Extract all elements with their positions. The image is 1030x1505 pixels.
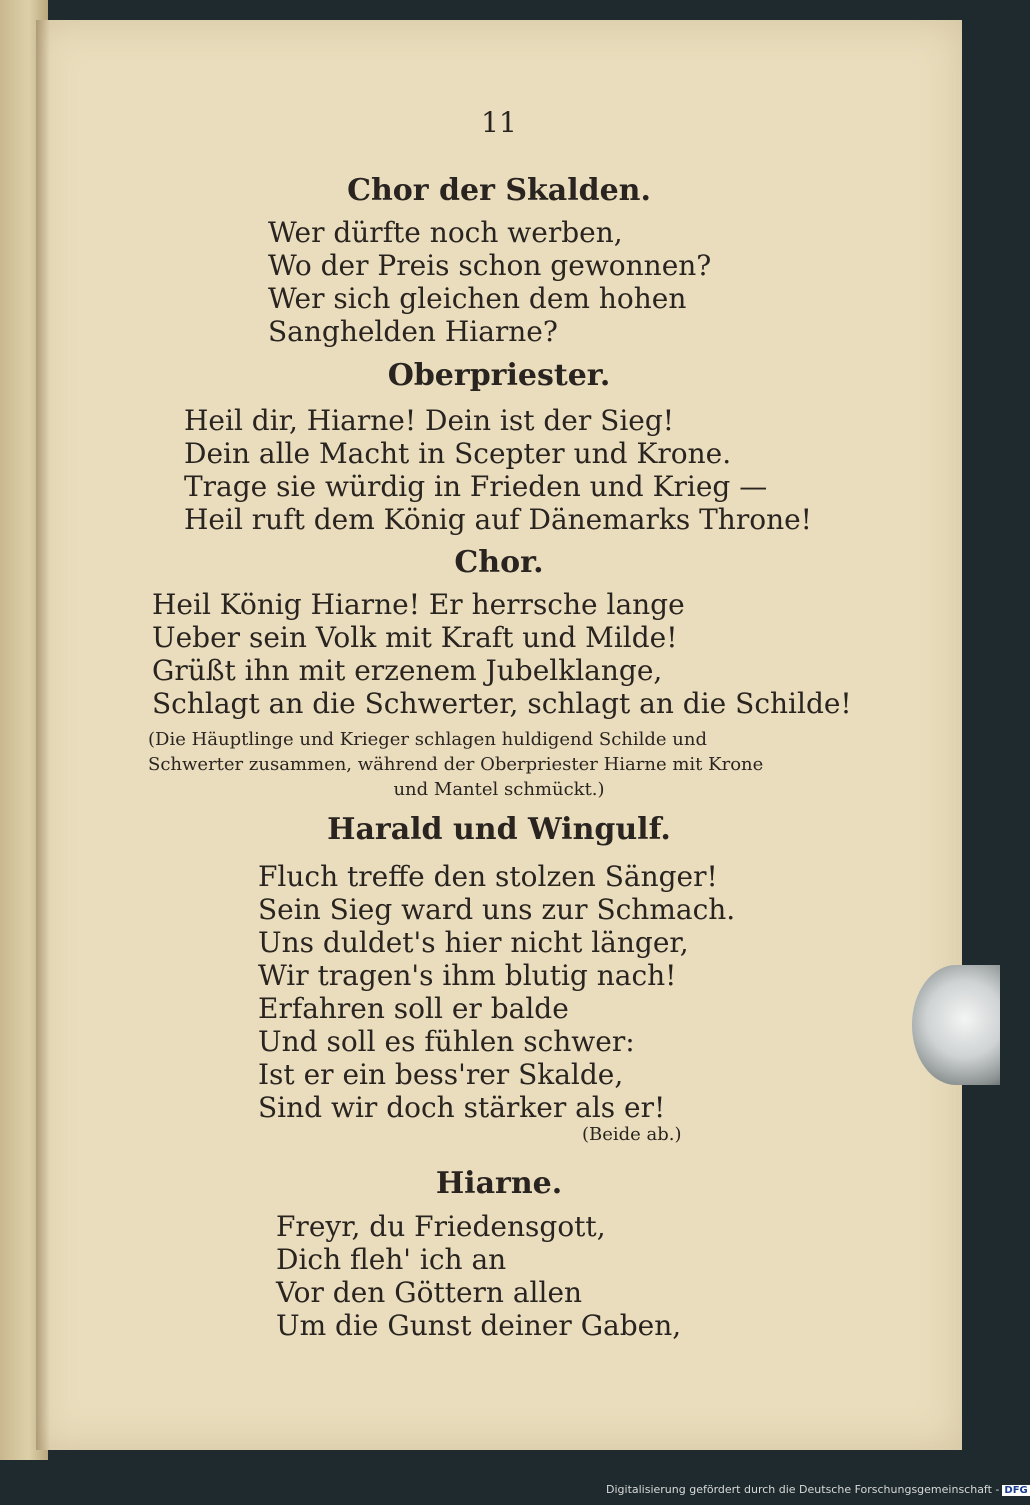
heading-oberpriester: Oberpriester. (387, 358, 611, 393)
heading-harald-und-wingulf: Harald und Wingulf. (327, 812, 671, 847)
footer-text: Digitalisierung gefördert durch die Deutsche Forschungsgemeinschaft - (606, 1483, 1000, 1496)
verse-line: Grüßt ihn mit erzenem Jubelklange, (152, 654, 663, 687)
page-clip (912, 965, 1000, 1085)
verse-line: Heil ruft dem König auf Dänemarks Throne! (184, 503, 812, 536)
verse-line: Schlagt an die Schwerter, schlagt an die Schilde! (152, 687, 852, 720)
heading-chor-der-skalden: Chor der Skalden. (347, 173, 651, 208)
verse-line: Uns duldet's hier nicht länger, (258, 926, 689, 959)
heading-chor: Chor. (454, 545, 544, 580)
stage-direction-line: (Die Häuptlinge und Krieger schlagen huldigend Schilde und (148, 729, 708, 750)
verse-line: Wer sich gleichen dem hohen (268, 282, 687, 315)
verse-line: Vor den Göttern allen (276, 1276, 583, 1309)
stage-direction-line: Schwerter zusammen, während der Oberpriester Hiarne mit Krone (148, 754, 764, 775)
footer-credit (606, 1483, 1028, 1501)
book-page (36, 20, 962, 1450)
verse-line: Wir tragen's ihm blutig nach! (258, 959, 677, 992)
stage-direction-line: und Mantel schmückt.) (393, 779, 605, 800)
verse-line: Dich fleh' ich an (276, 1243, 507, 1276)
verse-line: Wer dürfte noch werben, (268, 216, 623, 249)
verse-line: Sind wir doch stärker als er! (258, 1091, 666, 1124)
verse-line: Fluch treffe den stolzen Sänger! (258, 860, 718, 893)
dfg-logo: DFG (1004, 1485, 1028, 1496)
verse-line: Wo der Preis schon gewonnen? (268, 249, 712, 282)
page-gutter-shadow (36, 20, 50, 1450)
verse-line: Heil König Hiarne! Er herrsche lange (152, 588, 685, 621)
verse-line: Sein Sieg ward uns zur Schmach. (258, 893, 736, 926)
verse-line: Heil dir, Hiarne! Dein ist der Sieg! (184, 404, 675, 437)
verse-line: Freyr, du Friedensgott, (276, 1210, 606, 1243)
verse-line: Und soll es fühlen schwer: (258, 1025, 635, 1058)
verse-line: Dein alle Macht in Scepter und Krone. (184, 437, 732, 470)
exit-note: (Beide ab.) (582, 1124, 682, 1145)
verse-line: Sanghelden Hiarne? (268, 315, 558, 348)
page-number: 11 (481, 106, 517, 139)
verse-line: Trage sie würdig in Frieden und Krieg — (184, 470, 768, 503)
heading-hiarne: Hiarne. (435, 1166, 563, 1201)
verse-line: Ist er ein bess'rer Skalde, (258, 1058, 624, 1091)
verse-line: Erfahren soll er balde (258, 992, 569, 1025)
verse-line: Um die Gunst deiner Gaben, (276, 1309, 682, 1342)
verse-line: Ueber sein Volk mit Kraft und Milde! (152, 621, 678, 654)
